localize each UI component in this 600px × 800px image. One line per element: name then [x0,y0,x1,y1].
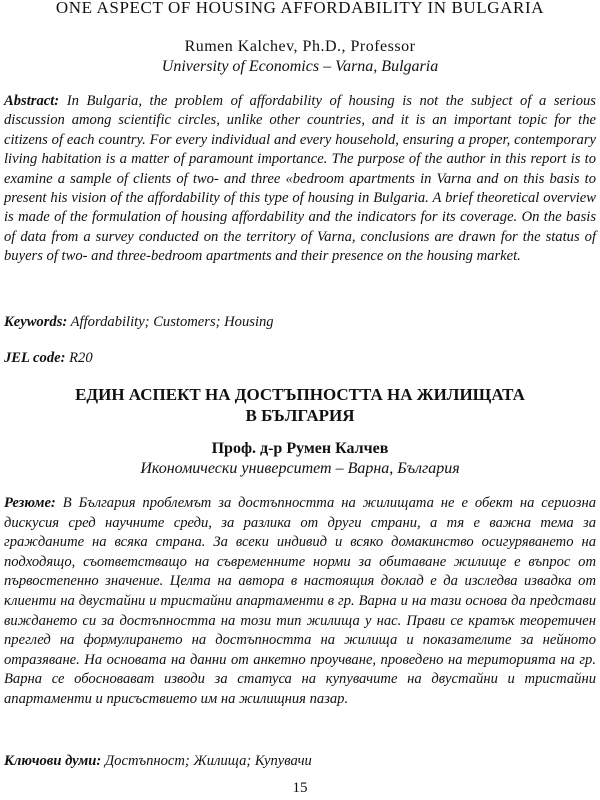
resume-text: В България проблемът за достъпността на жилищата не е обект на сериозна дискусия сред научните среди, за разлика от други страни, а тя е важна тема за гражданите на всяка страна. За всеки индивид и всяко домакинство осигуряването на подходящо, съответстващо на съвременните норми за обитаване жилище е въпрос от първостепенно значение. Целта на автора в настоящия доклад е да изследва извадка от клиенти на двустайни и тристайни апартаменти в гр. Варна и на тази основа да представи виждането си за достъпността на този тип жилища у нас. Прави се кратък теоретичен преглед на формулирането на достъпността на жилища и показателите за нейното отразяване. На основата на данни от анкетно проучване, проведено на територията на гр. Варна се обосновават изводи за статуса на купувачите на двустайни и тристайни апартаменти и присъствието им на жилищния пазар. [4,495,596,707]
affiliation-en: University of Economics – Varna, Bulgaria [161,58,439,75]
keywords-bg-label: Ключови думи: [4,753,102,769]
keywords-bg-line [4,752,596,771]
jel-code-line [4,349,596,368]
jel-label: JEL code: [4,350,66,366]
abstract-text: In Bulgaria, the problem of affordability of housing is not the subject of a serious discussion among scientific circles, unlike other countries, and it is an important topic for the citizens of each country. For every individual and every household, ensuring a proper, contemporary living habitation is a matter of paramount importance. The purpose of the author in this report is to examine a sample of clients of two- and three «bedroom apartments in Varna and on this basis to present his vision of the affordability of this type of housing in Bulgaria. A brief theoretical overview is made of the formulation of housing affordability and the indicators for its coverage. On the basis of data from a survey conducted on the territory of Varna, conclusions are drawn for the status of buyers of two- and three-bedroom apartments and their presence on the housing market. [4,93,596,265]
jel-text: R20 [69,350,93,366]
paper-title-bg-line1: ЕДИН АСПЕКТ НА ДОСТЪПНОСТТА НА ЖИЛИЩАТА [75,385,525,404]
keywords-label: Keywords: [4,314,68,330]
keywords-line [4,313,596,332]
affiliation-bg: Икономически университет – Варна, България [140,460,460,477]
keywords-text: Affordability; Customers; Housing [70,314,274,330]
abstract-paragraph [4,92,596,267]
paper-title-bg-line2: В БЪЛГАРИЯ [245,406,355,425]
author-line-en: Rumen Kalchev, Ph.D., Professor [184,38,416,55]
page-number: 15 [292,780,308,796]
resume-paragraph [4,494,596,710]
abstract-label: Abstract: [4,93,60,109]
author-line-bg: Проф. д-р Румен Калчев [211,440,389,457]
resume-label: Резюме: [4,495,56,511]
paper-title-en: ONE ASPECT OF HOUSING AFFORDABILITY IN BULGARIA [55,0,545,17]
paper-title-bg [0,384,600,426]
keywords-bg-text: Достъпност; Жилища; Купувачи [104,753,312,769]
